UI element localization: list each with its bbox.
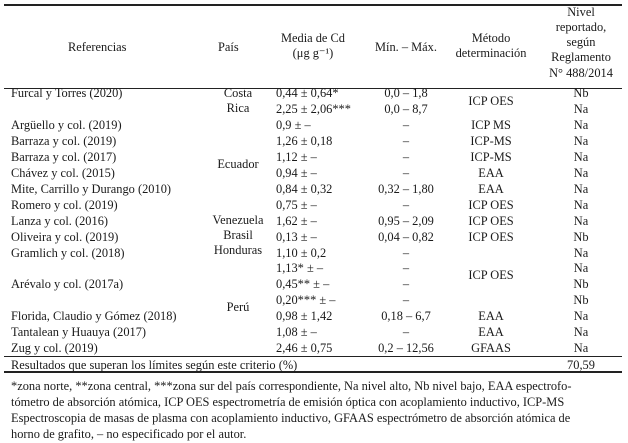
method-arevalo: ICP OES [468,268,514,282]
cell-media: 0,9 ± – [276,117,311,132]
cell-nivel: Na [573,245,589,260]
cell-nivel: Nb [573,86,589,100]
cell-minmax: – [402,245,410,260]
cell-media: 2,46 ± 0,75 [276,341,333,356]
cell-referencia: Arévalo y col. (2017a) [11,277,124,292]
cell-nivel: Na [573,309,589,324]
cell-metodo: EAA [478,309,504,324]
summary-top-rule [4,356,622,357]
cell-media: 0,20*** ± – [276,293,336,308]
cell-media: 1,13* ± – [276,261,324,276]
cell-media: 1,62 ± – [276,213,317,228]
cell-minmax: – [402,293,410,308]
cell-referencia: Romero y col. (2019) [11,197,118,212]
cell-metodo: ICP-MS [470,149,512,164]
cell-referencia: Barraza y col. (2017) [11,149,117,164]
cell-metodo: GFAAS [471,341,511,356]
country-costa: Costa [223,86,253,100]
cell-nivel: Na [573,197,589,212]
footnote-line2: tómetro de absorción atómica, ICP OES espectrometría de emisión óptica con acoplamiento inductivo, ICP-MS [11,395,565,409]
cell-metodo: ICP OES [468,197,514,212]
cell-nivel: Nb [573,277,589,292]
cell-minmax: 0,18 – 6,7 [381,309,431,324]
cell-minmax: 0,32 – 1,80 [378,181,434,196]
cell-minmax: – [402,325,410,340]
country-peru: Perú [226,300,250,314]
header-nivel-line5: N° 488/2014 [549,66,613,80]
header-nivel-line2: reportado, [555,20,607,34]
country-ecuador: Ecuador [217,157,259,171]
cell-metodo: ICP MS [471,117,511,132]
footnote-line3: Espectroscopia de masas de plasma con acoplamiento inductivo, GFAAS espectrómetro de absorción atómica de [11,411,571,425]
header-referencias: Referencias [68,40,127,54]
cell-metodo: ICP OES [468,213,514,228]
cell-referencia: Mite, Carrillo y Durango (2010) [11,181,172,196]
cell-referencia: Furcal y Torres (2020) [11,86,123,100]
cell-nivel: Na [573,149,589,164]
country-brasil: Brasil [223,228,253,242]
summary-value: 70,59 [567,358,595,372]
footnote-line1: *zona norte, **zona central, ***zona sur del país correspondiente, Na nivel alto, Nb nivel bajo, EAA espectrofo- [11,379,572,393]
cell-minmax: – [402,165,410,180]
method-furcal: ICP OES [468,94,514,108]
cell-media: 1,08 ± – [276,325,317,340]
country-honduras: Honduras [213,243,263,257]
cell-media: 1,12 ± – [276,149,317,164]
cell-nivel: Na [573,261,589,276]
country-rica: Rica [226,101,250,115]
header-nivel-line3: según [566,35,596,49]
cell-media: 0,84 ± 0,32 [276,181,333,196]
cell-minmax: – [402,261,410,276]
cell-minmax: 0,2 – 12,56 [378,341,434,356]
cell-minmax: – [402,197,410,212]
cell-minmax: – [402,149,410,164]
cell-referencia: Tantalean y Huauya (2017) [11,325,147,340]
cell-referencia: Lanza y col. (2016) [11,213,109,228]
cell-metodo: ICP OES [468,229,514,244]
cell-media: 0,13 ± – [276,229,317,244]
cell-minmax: – [402,117,410,132]
summary-label: Resultados que superan los límites según este criterio (%) [11,358,298,372]
header-pais: País [218,40,239,54]
cell-minmax: 0,04 – 0,82 [378,229,434,244]
cell-minmax: 0,0 – 1,8 [384,86,428,100]
cell-nivel: Nb [573,229,589,244]
cell-nivel: Na [573,133,589,148]
header-media-line1: Media de Cd [280,31,345,45]
cell-minmax: – [402,277,410,292]
header-nivel-line4: Reglamento [551,50,611,64]
header-metodo-line1: Método [471,31,511,45]
cell-nivel: Na [573,181,589,196]
header-media-line2: (μg g⁻¹) [292,46,334,60]
cell-nivel: Na [573,165,589,180]
cell-metodo: EAA [478,165,504,180]
cell-minmax: – [402,133,410,148]
cell-media: 0,44 ± 0,64* [276,86,339,100]
cell-referencia: Argüello y col. (2019) [11,117,122,132]
header-minmax: Mín. – Máx. [375,40,437,54]
cell-media: 1,26 ± 0,18 [276,133,333,148]
cell-metodo: EAA [478,325,504,340]
cell-referencia: Gramlich y col. (2018) [11,245,125,260]
cell-nivel: Na [573,102,589,116]
cell-media: 2,25 ± 2,06*** [276,102,351,116]
cell-metodo: ICP-MS [470,133,512,148]
cell-nivel: Na [573,325,589,340]
cell-media: 0,45** ± – [276,277,330,292]
cell-minmax: 0,0 – 8,7 [384,102,428,116]
cell-media: 0,98 ± 1,42 [276,309,333,324]
cell-minmax: 0,95 – 2,09 [378,213,434,228]
cell-referencia: Oliveira y col. (2019) [11,229,119,244]
cell-referencia: Zug y col. (2019) [11,341,98,356]
cell-nivel: Na [573,213,589,228]
cell-metodo: EAA [478,181,504,196]
cell-media: 0,75 ± – [276,197,317,212]
cell-media: 1,10 ± 0,2 [276,245,327,260]
cell-nivel: Nb [573,293,589,308]
country-venezuela: Venezuela [212,213,264,227]
cell-nivel: Na [573,341,589,356]
cell-nivel: Na [573,117,589,132]
footnote-line4: horno de grafito, – no especificado por el autor. [11,427,247,441]
header-metodo-line2: determinación [455,46,527,60]
cell-referencia: Florida, Claudio y Gómez (2018) [11,309,177,324]
cell-media: 0,94 ± – [276,165,317,180]
header-nivel-line1: Nivel [567,5,595,19]
cell-referencia: Barraza y col. (2019) [11,133,117,148]
table-top-rule [4,4,622,6]
cell-referencia: Chávez y col. (2015) [11,165,115,180]
